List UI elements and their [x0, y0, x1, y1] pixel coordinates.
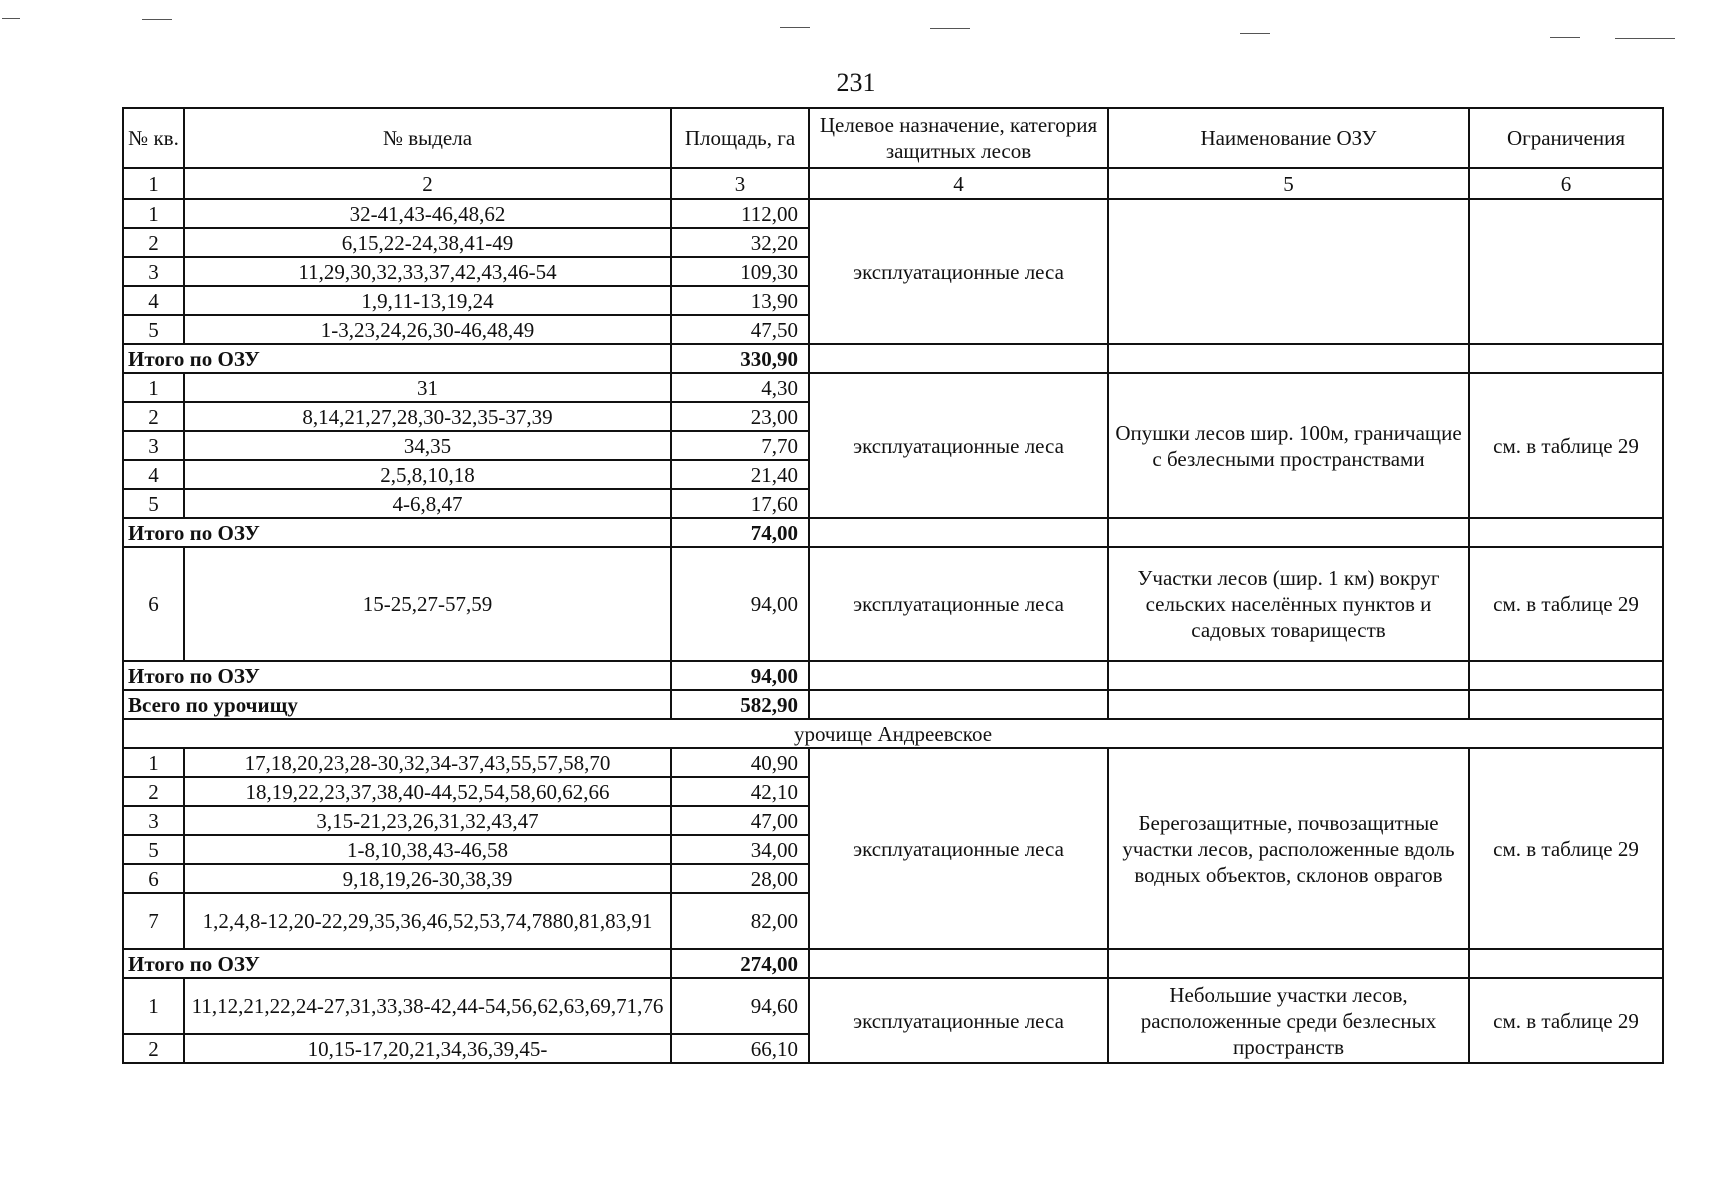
limits-cell: см. в таблице 29 [1469, 547, 1663, 661]
vydel-cell: 1-8,10,38,43-46,58 [184, 835, 671, 864]
ozu-cell: Опушки лесов шир. 100м, граничащие с безлесными пространствами [1108, 373, 1469, 518]
kv-cell: 3 [123, 257, 184, 286]
scan-artifact [2, 18, 20, 19]
empty-cell [1469, 690, 1663, 719]
kv-cell: 4 [123, 286, 184, 315]
vydel-cell: 17,18,20,23,28-30,32,34-37,43,55,57,58,70 [184, 748, 671, 777]
col-number: 5 [1108, 168, 1469, 199]
grand-total-row [123, 690, 1663, 719]
subtotal-value: 94,00 [671, 661, 809, 690]
vydel-cell: 8,14,21,27,28,30-32,35-37,39 [184, 402, 671, 431]
vydel-cell: 1,9,11-13,19,24 [184, 286, 671, 315]
kv-cell: 2 [123, 1034, 184, 1063]
empty-cell [809, 518, 1108, 547]
vydel-cell: 15-25,27-57,59 [184, 547, 671, 661]
empty-cell [809, 949, 1108, 978]
vydel-cell: 11,29,30,32,33,37,42,43,46-54 [184, 257, 671, 286]
ozu-cell: Участки лесов (шир. 1 км) вокруг сельских населённых пунктов и садовых товариществ [1108, 547, 1469, 661]
kv-cell: 1 [123, 748, 184, 777]
limits-cell: см. в таблице 29 [1469, 373, 1663, 518]
area-cell: 7,70 [671, 431, 809, 460]
subtotal-row [123, 661, 1663, 690]
header-ozu: Наименование ОЗУ [1108, 108, 1469, 168]
area-cell: 82,00 [671, 893, 809, 949]
empty-cell [1469, 949, 1663, 978]
empty-cell [1108, 344, 1469, 373]
empty-cell [1108, 690, 1469, 719]
area-cell: 109,30 [671, 257, 809, 286]
kv-cell: 2 [123, 777, 184, 806]
limits-cell: см. в таблице 29 [1469, 978, 1663, 1063]
scan-artifact [930, 28, 970, 29]
col-number: 4 [809, 168, 1108, 199]
area-cell: 42,10 [671, 777, 809, 806]
section-title: урочище Андреевское [123, 719, 1663, 748]
empty-cell [809, 690, 1108, 719]
kv-cell: 7 [123, 893, 184, 949]
ozu-cell: Небольшие участки лесов, расположенные среди безлесных пространств [1108, 978, 1469, 1063]
vydel-cell: 31 [184, 373, 671, 402]
kv-cell: 6 [123, 864, 184, 893]
subtotal-value: 274,00 [671, 949, 809, 978]
vydel-cell: 9,18,19,26-30,38,39 [184, 864, 671, 893]
purpose-cell: эксплуатационные леса [809, 373, 1108, 518]
vydel-cell: 18,19,22,23,37,38,40-44,52,54,58,60,62,66 [184, 777, 671, 806]
scan-artifact [1615, 38, 1675, 39]
area-cell: 34,00 [671, 835, 809, 864]
table-row [123, 547, 1663, 661]
subtotal-label: Итого по ОЗУ [123, 661, 671, 690]
vydel-cell: 6,15,22-24,38,41-49 [184, 228, 671, 257]
grand-total-value: 582,90 [671, 690, 809, 719]
section-row [123, 719, 1663, 748]
area-cell: 40,90 [671, 748, 809, 777]
purpose-cell: эксплуатационные леса [809, 199, 1108, 344]
vydel-cell: 1,2,4,8-12,20-22,29,35,36,46,52,53,74,7880,81,83,91 [184, 893, 671, 949]
subtotal-label: Итого по ОЗУ [123, 949, 671, 978]
kv-cell: 5 [123, 835, 184, 864]
kv-cell: 1 [123, 199, 184, 228]
scan-artifact [780, 27, 810, 28]
scan-artifact [1550, 37, 1580, 38]
area-cell: 32,20 [671, 228, 809, 257]
area-cell: 28,00 [671, 864, 809, 893]
ozu-cell [1108, 199, 1469, 344]
kv-cell: 3 [123, 431, 184, 460]
area-cell: 94,00 [671, 547, 809, 661]
vydel-cell: 2,5,8,10,18 [184, 460, 671, 489]
purpose-cell: эксплуатационные леса [809, 978, 1108, 1063]
col-number: 2 [184, 168, 671, 199]
purpose-cell: эксплуатационные леса [809, 547, 1108, 661]
empty-cell [1469, 344, 1663, 373]
subtotal-label: Итого по ОЗУ [123, 344, 671, 373]
empty-cell [809, 344, 1108, 373]
header-purpose: Целевое назначение, категория защитных лесов [809, 108, 1108, 168]
header-limits: Ограничения [1469, 108, 1663, 168]
area-cell: 66,10 [671, 1034, 809, 1063]
kv-cell: 5 [123, 315, 184, 344]
header-row [123, 108, 1663, 168]
area-cell: 47,50 [671, 315, 809, 344]
empty-cell [1108, 949, 1469, 978]
area-cell: 13,90 [671, 286, 809, 315]
subtotal-row [123, 344, 1663, 373]
col-number: 3 [671, 168, 809, 199]
ozu-cell: Берегозащитные, почвозащитные участки лесов, расположенные вдоль водных объектов, склонов оврагов [1108, 748, 1469, 949]
header-vydel: № выдела [184, 108, 671, 168]
kv-cell: 1 [123, 373, 184, 402]
grand-total-label: Всего по урочищу [123, 690, 671, 719]
col-number: 1 [123, 168, 184, 199]
empty-cell [1469, 661, 1663, 690]
kv-cell: 2 [123, 402, 184, 431]
subtotal-value: 330,90 [671, 344, 809, 373]
empty-cell [1108, 518, 1469, 547]
col-number: 6 [1469, 168, 1663, 199]
header-area: Площадь, га [671, 108, 809, 168]
table-row [123, 748, 1663, 777]
page-number: 231 [836, 68, 876, 97]
purpose-cell: эксплуатационные леса [809, 748, 1108, 949]
vydel-cell: 10,15-17,20,21,34,36,39,45- [184, 1034, 671, 1063]
table-row [123, 199, 1663, 228]
empty-cell [809, 661, 1108, 690]
table-row [123, 373, 1663, 402]
area-cell: 47,00 [671, 806, 809, 835]
subtotal-row [123, 518, 1663, 547]
scan-artifact [1240, 33, 1270, 34]
kv-cell: 4 [123, 460, 184, 489]
area-cell: 112,00 [671, 199, 809, 228]
vydel-cell: 11,12,21,22,24-27,31,33,38-42,44-54,56,62,63,69,71,76 [184, 978, 671, 1034]
empty-cell [1469, 518, 1663, 547]
area-cell: 17,60 [671, 489, 809, 518]
subtotal-row [123, 949, 1663, 978]
scan-artifact [142, 19, 172, 20]
ozu-table [122, 107, 1664, 1064]
vydel-cell: 32-41,43-46,48,62 [184, 199, 671, 228]
area-cell: 4,30 [671, 373, 809, 402]
vydel-cell: 3,15-21,23,26,31,32,43,47 [184, 806, 671, 835]
limits-cell: см. в таблице 29 [1469, 748, 1663, 949]
table-row [123, 978, 1663, 1034]
empty-cell [1108, 661, 1469, 690]
kv-cell: 1 [123, 978, 184, 1034]
header-kv: № кв. [123, 108, 184, 168]
vydel-cell: 4-6,8,47 [184, 489, 671, 518]
kv-cell: 6 [123, 547, 184, 661]
kv-cell: 2 [123, 228, 184, 257]
subtotal-label: Итого по ОЗУ [123, 518, 671, 547]
column-number-row [123, 168, 1663, 199]
vydel-cell: 1-3,23,24,26,30-46,48,49 [184, 315, 671, 344]
kv-cell: 3 [123, 806, 184, 835]
area-cell: 23,00 [671, 402, 809, 431]
area-cell: 21,40 [671, 460, 809, 489]
kv-cell: 5 [123, 489, 184, 518]
vydel-cell: 34,35 [184, 431, 671, 460]
subtotal-value: 74,00 [671, 518, 809, 547]
limits-cell [1469, 199, 1663, 344]
area-cell: 94,60 [671, 978, 809, 1034]
